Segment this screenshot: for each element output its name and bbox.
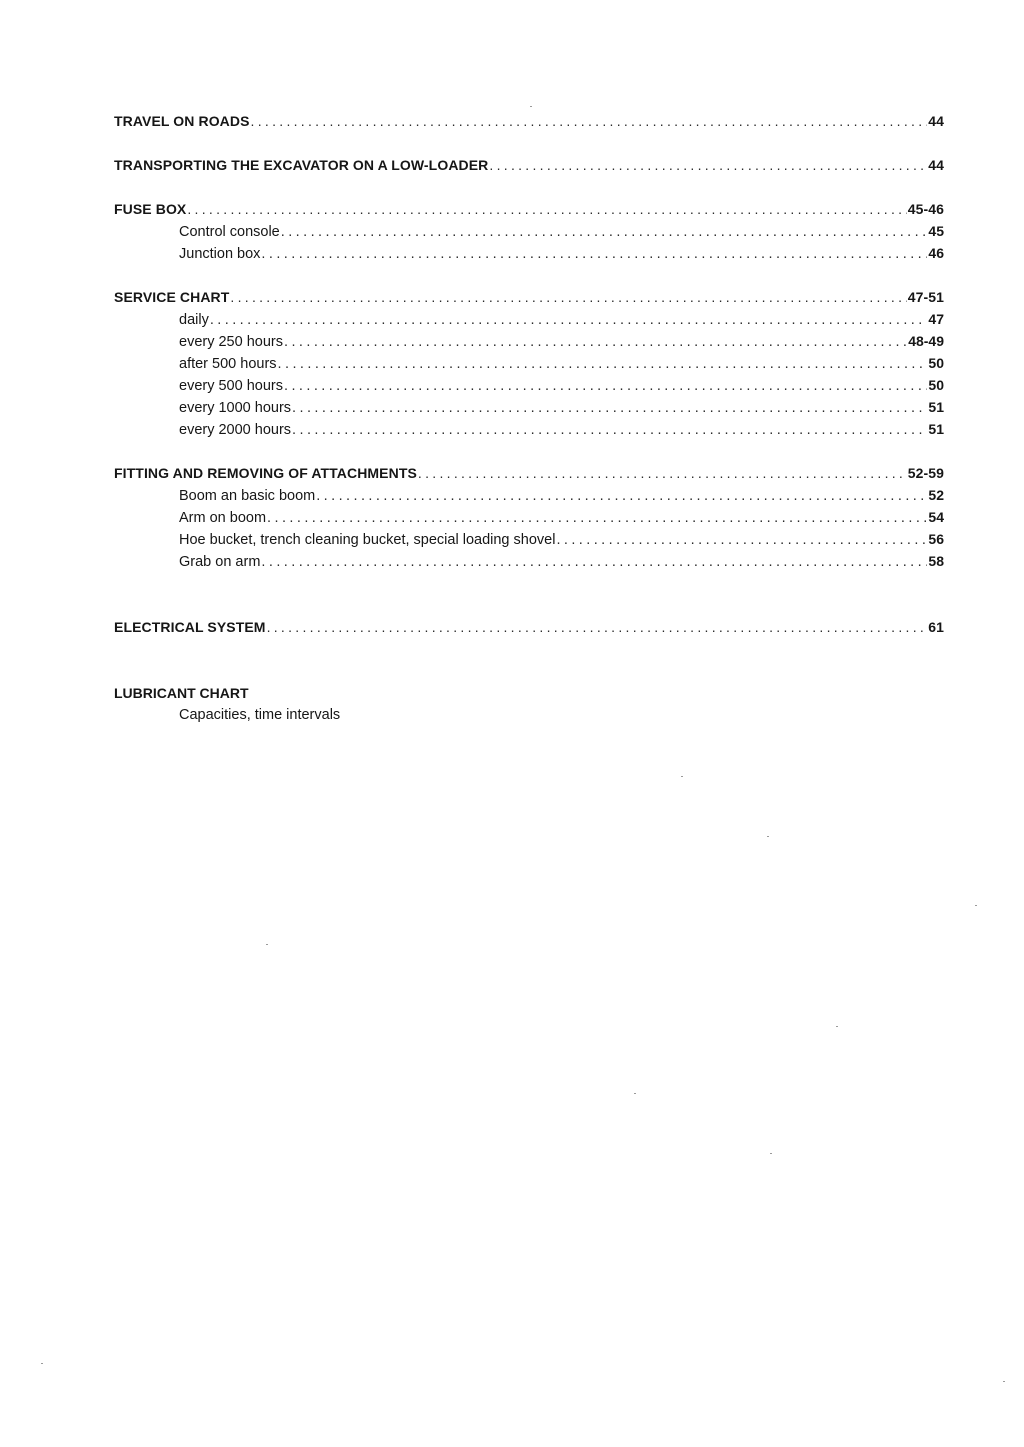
dot-leader	[261, 551, 927, 573]
dot-leader	[284, 375, 927, 397]
dot-leader	[281, 221, 928, 243]
dot-leader	[230, 286, 906, 308]
toc-subentry-every-250-hours	[114, 330, 944, 352]
toc-page-number: 52	[928, 487, 944, 503]
scan-speck	[530, 106, 532, 107]
toc-page-number: 58	[928, 553, 944, 569]
toc-page-number: 50	[928, 355, 944, 371]
toc-entry-transporting	[114, 154, 944, 176]
toc-entry-label: daily	[179, 312, 209, 328]
toc-subentry-control-console	[114, 220, 944, 242]
toc-page-number: 44	[928, 113, 944, 129]
toc-entry-label: every 2000 hours	[179, 422, 292, 438]
toc-entry-label: Hoe bucket, trench cleaning bucket, special loading shovel	[179, 532, 556, 548]
toc-entry-label: ELECTRICAL SYSTEM	[114, 619, 266, 635]
toc-entry-label: Arm on boom	[179, 510, 267, 526]
toc-entry-label: after 500 hours	[179, 356, 277, 372]
toc-subentry-hoe-bucket	[114, 528, 944, 550]
scan-speck	[836, 1026, 838, 1027]
toc-entry-label: TRAVEL ON ROADS	[114, 113, 250, 129]
toc-entry-label: FUSE BOX	[114, 201, 187, 217]
toc-page-number: 50	[928, 377, 944, 393]
toc-page-number: 44	[928, 157, 944, 173]
dot-leader	[556, 529, 927, 551]
toc-subentry-grab-on-arm	[114, 550, 944, 572]
dot-leader	[187, 198, 906, 220]
toc-subentry-junction-box	[114, 242, 944, 264]
toc-page-number: 56	[928, 531, 944, 547]
toc-entry-label: Control console	[179, 224, 280, 240]
toc-page-number: 54	[928, 509, 944, 525]
dot-leader	[251, 110, 928, 132]
toc-subentry-boom-on-basic-boom	[114, 484, 944, 506]
toc-entry-label: Grab on arm	[179, 554, 261, 570]
toc-subentry-arm-on-boom	[114, 506, 944, 528]
dot-leader	[267, 616, 928, 638]
dot-leader	[278, 353, 928, 375]
scan-speck	[41, 1363, 43, 1364]
toc-entry-service-chart	[114, 286, 944, 308]
scan-speck	[770, 1153, 772, 1154]
toc-subentry-after-500-hours	[114, 352, 944, 374]
toc-page-number: 52-59	[907, 465, 944, 481]
toc-entry-label: TRANSPORTING THE EXCAVATOR ON A LOW-LOADER	[114, 157, 489, 173]
scan-speck	[767, 836, 769, 837]
toc-entry-label: SERVICE CHART	[114, 289, 230, 305]
toc-subentry-daily	[114, 308, 944, 330]
scan-speck	[975, 905, 977, 906]
toc-entry-electrical-system	[114, 616, 944, 638]
toc-entry-travel-on-roads	[114, 110, 944, 132]
toc-entry-label: every 250 hours	[179, 334, 283, 350]
dot-leader	[210, 309, 928, 331]
scan-speck	[1003, 1381, 1005, 1382]
toc-page-number: 47-51	[907, 289, 944, 305]
toc-subentry-every-500-hours	[114, 374, 944, 396]
toc-page-number: 47	[928, 311, 944, 327]
toc-entry-label: Junction box	[179, 246, 261, 262]
dot-leader	[267, 507, 927, 529]
toc-page-number: 48-49	[908, 333, 944, 349]
toc-subentry-every-2000-hours	[114, 418, 944, 440]
dot-leader	[489, 154, 927, 176]
dot-leader	[292, 397, 927, 419]
toc-entry-fitting-removing-attachments	[114, 462, 944, 484]
table-of-contents	[114, 110, 944, 726]
toc-subentry-capacities-time-intervals: Capacities, time intervals	[179, 707, 341, 723]
toc-entry-label: every 1000 hours	[179, 400, 292, 416]
toc-entry-label: every 500 hours	[179, 378, 283, 394]
toc-page-number: 46	[928, 245, 944, 261]
toc-page-number: 51	[928, 399, 944, 415]
dot-leader	[261, 243, 927, 265]
toc-page-number: 45	[928, 223, 944, 239]
toc-page-number: 51	[928, 421, 944, 437]
dot-leader	[284, 331, 907, 353]
toc-page-number: 61	[928, 619, 944, 635]
scan-speck	[266, 944, 268, 945]
toc-subentry-every-1000-hours	[114, 396, 944, 418]
dot-leader	[418, 462, 907, 484]
toc-entry-label: FITTING AND REMOVING OF ATTACHMENTS	[114, 465, 417, 481]
toc-entry-label: Boom an basic boom	[179, 488, 316, 504]
scan-speck	[681, 776, 683, 777]
dot-leader	[316, 485, 927, 507]
toc-entry-fuse-box	[114, 198, 944, 220]
dot-leader	[292, 419, 927, 441]
toc-page-number: 45-46	[907, 201, 944, 217]
toc-entry-lubricant-chart: LUBRICANT CHART	[114, 685, 249, 701]
scan-speck	[634, 1093, 636, 1094]
